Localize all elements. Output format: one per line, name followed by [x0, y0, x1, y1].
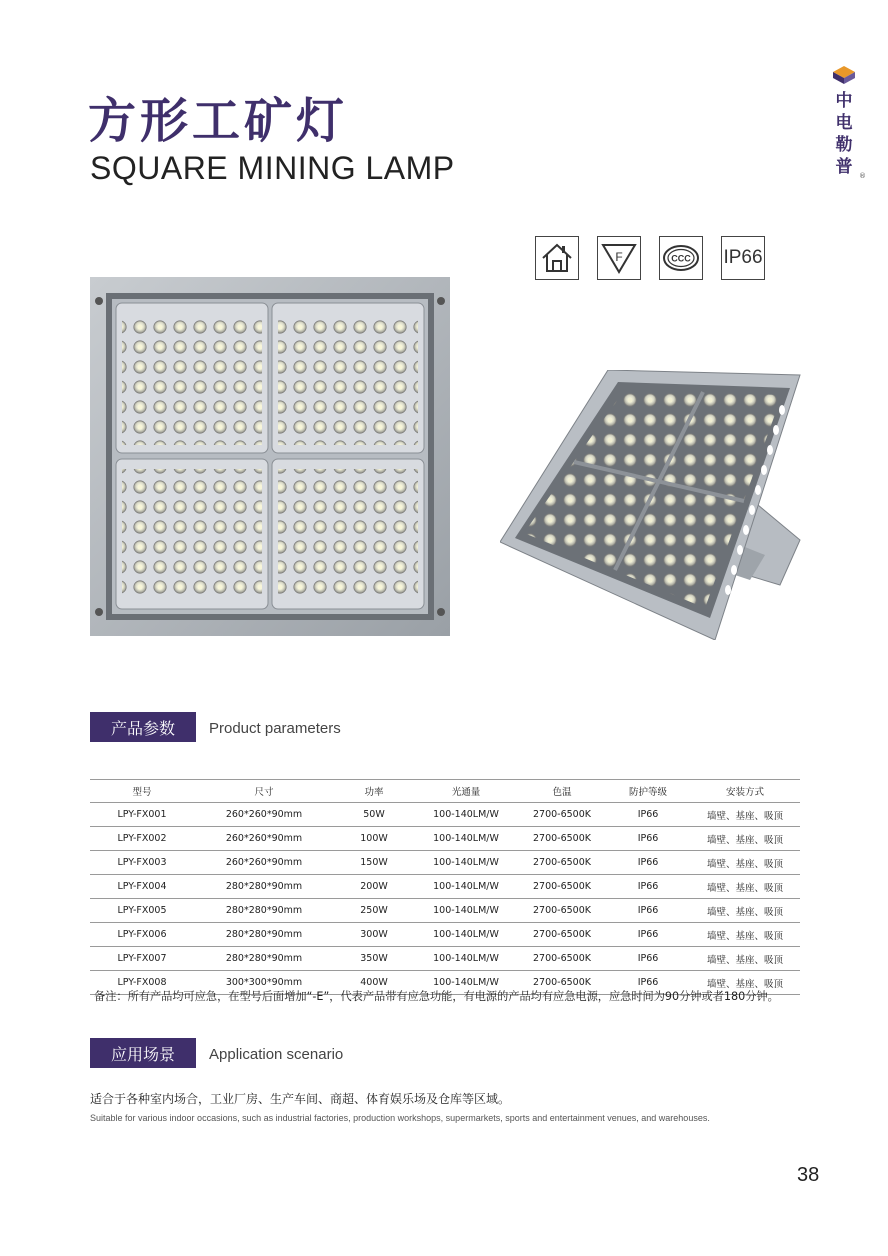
cell-installation: 墙壁、基座、吸顶 [690, 923, 800, 947]
cell-model: LPY-FX007 [90, 947, 194, 971]
cell-size: 300*300*90mm [194, 971, 334, 995]
application-scenario-label: 应用场景 [90, 1038, 196, 1068]
cell-color-temp: 2700-6500K [518, 827, 606, 851]
scenario-text-en: Suitable for various indoor occasions, such as industrial factories, production workshops, supermarkets, sports and entertainment venues, and warehouses. [90, 1113, 710, 1123]
brand-logo-block [828, 64, 866, 180]
cell-color-temp: 2700-6500K [518, 803, 606, 827]
cell-power: 350W [334, 947, 414, 971]
cell-power: 250W [334, 899, 414, 923]
cell-flux: 100-140LM/W [414, 947, 518, 971]
ip66-icon [721, 236, 765, 280]
table-row [90, 875, 800, 899]
cell-protection: IP66 [606, 971, 690, 995]
emergency-note: 备注：所有产品均可应急，在型号后面增加“-E”，代表产品带有应急功能，有电源的产品均有应急电源，应急时间为90分钟或者180分钟。 [94, 990, 779, 1003]
cell-protection: IP66 [606, 827, 690, 851]
cell-protection: IP66 [606, 947, 690, 971]
cell-power: 150W [334, 851, 414, 875]
product-photo-angled [500, 370, 805, 640]
cell-model: LPY-FX005 [90, 899, 194, 923]
col-header-color-temp: 色温 [518, 780, 606, 803]
cell-model: LPY-FX001 [90, 803, 194, 827]
brand-registered-mark: ® [859, 172, 866, 180]
cell-flux: 100-140LM/W [414, 851, 518, 875]
cell-installation: 墙壁、基座、吸顶 [690, 875, 800, 899]
cell-flux: 100-140LM/W [414, 923, 518, 947]
cell-protection: IP66 [606, 803, 690, 827]
cell-installation: 墙壁、基座、吸顶 [690, 803, 800, 827]
indoor-house-icon [535, 236, 579, 280]
cell-model: LPY-FX008 [90, 971, 194, 995]
col-header-model: 型号 [90, 780, 194, 803]
col-header-protection: 防护等级 [606, 780, 690, 803]
cell-installation: 墙壁、基座、吸顶 [690, 827, 800, 851]
cell-size: 260*260*90mm [194, 803, 334, 827]
table-row [90, 899, 800, 923]
table-row [90, 851, 800, 875]
cell-flux: 100-140LM/W [414, 803, 518, 827]
f-mark-icon [597, 236, 641, 280]
table-row [90, 923, 800, 947]
col-header-luminous-flux: 光通量 [414, 780, 518, 803]
application-scenario-label-en: Application scenario [209, 1046, 344, 1063]
cell-installation: 墙壁、基座、吸顶 [690, 947, 800, 971]
col-header-size: 尺寸 [194, 780, 334, 803]
cell-installation: 墙壁、基座、吸顶 [690, 971, 800, 995]
table-row [90, 803, 800, 827]
cell-protection: IP66 [606, 851, 690, 875]
cell-color-temp: 2700-6500K [518, 947, 606, 971]
cell-color-temp: 2700-6500K [518, 875, 606, 899]
col-header-power: 功率 [334, 780, 414, 803]
cell-power: 50W [334, 803, 414, 827]
cell-size: 280*280*90mm [194, 899, 334, 923]
cell-size: 260*260*90mm [194, 851, 334, 875]
page-title-cn: 方形工矿灯 [88, 93, 349, 149]
cell-color-temp: 2700-6500K [518, 899, 606, 923]
ccc-icon [659, 236, 703, 280]
cell-size: 280*280*90mm [194, 923, 334, 947]
cell-size: 280*280*90mm [194, 947, 334, 971]
cell-power: 300W [334, 923, 414, 947]
product-photo-front [90, 277, 450, 636]
brand-logo-icon [831, 64, 857, 86]
cell-model: LPY-FX006 [90, 923, 194, 947]
product-parameters-label: 产品参数 [90, 712, 196, 742]
cell-flux: 100-140LM/W [414, 827, 518, 851]
ccc-text: CCC [671, 253, 691, 264]
cell-color-temp: 2700-6500K [518, 971, 606, 995]
cell-power: 200W [334, 875, 414, 899]
cell-flux: 100-140LM/W [414, 899, 518, 923]
cell-color-temp: 2700-6500K [518, 923, 606, 947]
certification-row [535, 236, 765, 280]
cell-protection: IP66 [606, 899, 690, 923]
cell-protection: IP66 [606, 875, 690, 899]
cell-flux: 100-140LM/W [414, 971, 518, 995]
ip66-text: IP66 [723, 247, 763, 268]
table-row [90, 947, 800, 971]
cell-color-temp: 2700-6500K [518, 851, 606, 875]
cell-size: 260*260*90mm [194, 827, 334, 851]
brand-char-1: 中 [835, 91, 853, 111]
brand-char-2: 电 [835, 113, 853, 133]
cell-flux: 100-140LM/W [414, 875, 518, 899]
cell-installation: 墙壁、基座、吸顶 [690, 851, 800, 875]
page-title-en: SQUARE MINING LAMP [90, 150, 455, 186]
cell-power: 100W [334, 827, 414, 851]
cell-power: 400W [334, 971, 414, 995]
f-mark-text: F [615, 250, 623, 264]
table-header-row [90, 780, 800, 803]
cell-installation: 墙壁、基座、吸顶 [690, 899, 800, 923]
page-number: 38 [797, 1164, 820, 1186]
cell-model: LPY-FX003 [90, 851, 194, 875]
table-row [90, 827, 800, 851]
brand-char-4: 普 [835, 157, 853, 177]
product-parameters-table [90, 779, 800, 995]
cell-size: 280*280*90mm [194, 875, 334, 899]
brand-char-3: 勒 [835, 135, 853, 155]
col-header-installation: 安装方式 [690, 780, 800, 803]
scenario-text-cn: 适合于各种室内场合，工业厂房、生产车间、商超、体育娱乐场及仓库等区域。 [90, 1092, 511, 1106]
cell-protection: IP66 [606, 923, 690, 947]
product-parameters-label-en: Product parameters [209, 720, 341, 737]
cell-model: LPY-FX004 [90, 875, 194, 899]
cell-model: LPY-FX002 [90, 827, 194, 851]
